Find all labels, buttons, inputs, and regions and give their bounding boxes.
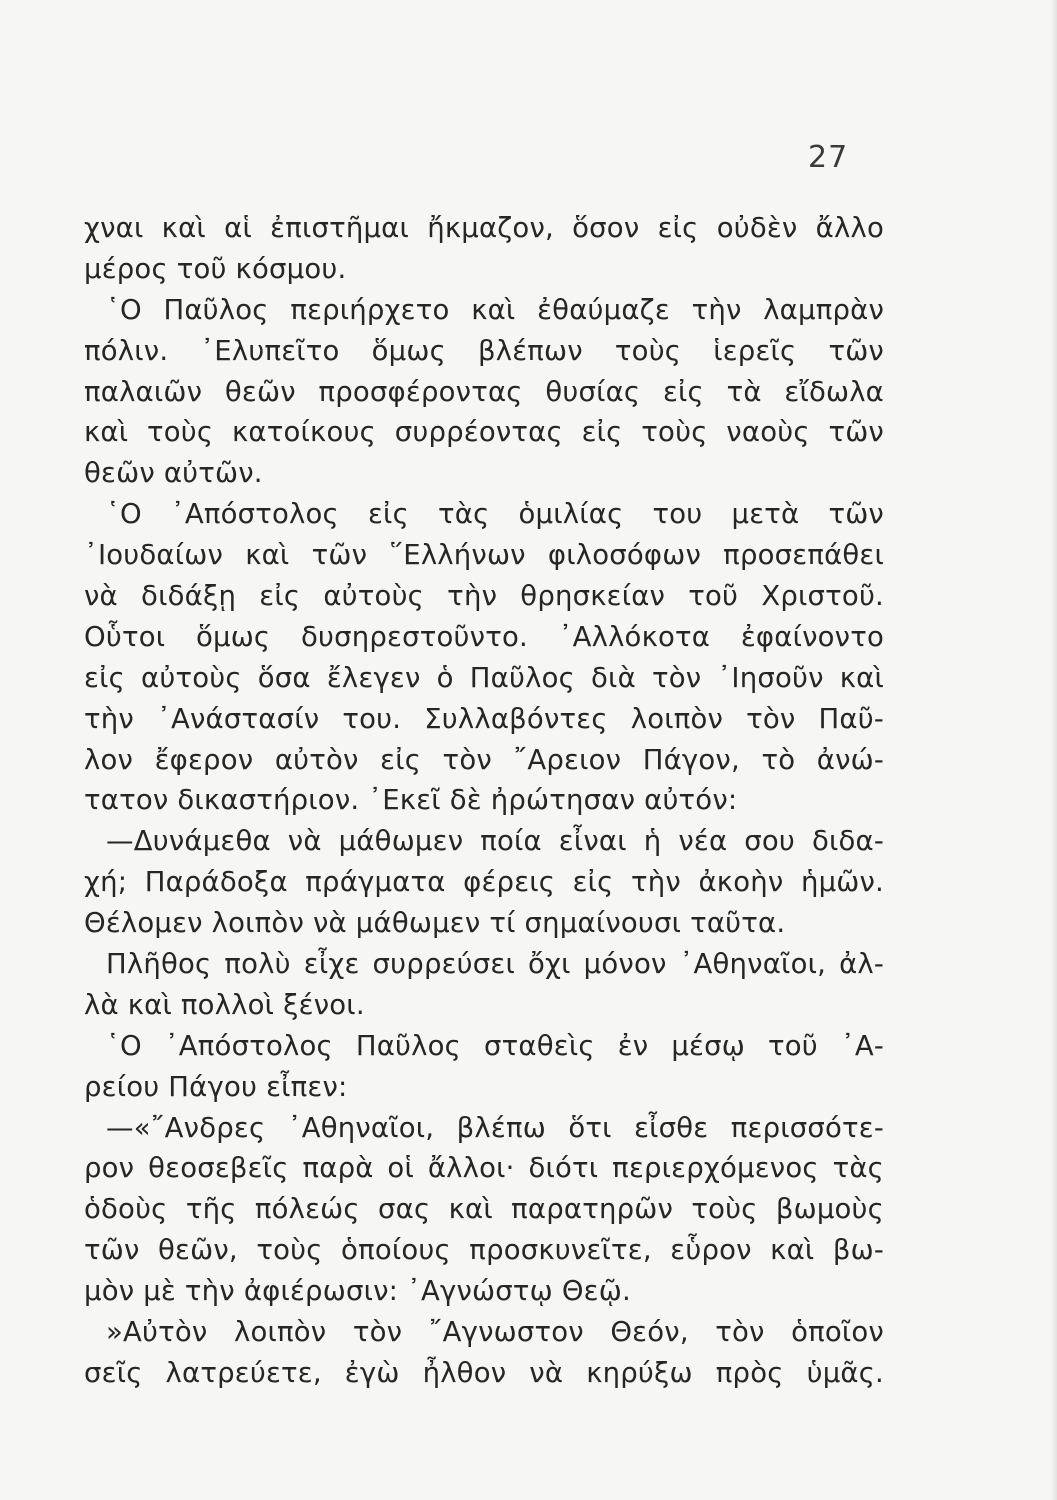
text-line: τατον δικαστήριον. ᾿Εκεῖ δὲ ἠρώτησαν αὐτόν: <box>84 784 738 817</box>
text-line: πόλιν. ᾿Ελυπεῖτο ὅμως βλέπων τοὺς ἱερεῖς τῶν <box>84 334 884 367</box>
text-line: ᾿Ιουδαίων καὶ τῶν ῞Ελλήνων φιλοσόφων προσεπάθει <box>84 539 884 572</box>
text-line: —Δυνάμεθα νὰ μάθωμεν ποία εἶναι ἡ νέα σου διδα- <box>106 825 884 858</box>
text-line: τὴν ᾿Ανάστασίν του. Συλλαβόντες λοιπὸν τὸν Παῦ- <box>84 702 884 735</box>
scan-edge-shadow <box>1051 0 1057 1500</box>
text-line: καὶ τοὺς κατοίκους συρρέοντας εἰς τοὺς ναοὺς τῶν <box>84 416 884 449</box>
text-line: »Αὐτὸν λοιπὸν τὸν ῎Αγνωστον Θεόν, τὸν ὁποῖον <box>106 1316 884 1349</box>
text-line: Πλῆθος πολὺ εἶχε συρρεύσει ὄχι μόνον ᾿Αθηναῖοι, ἀλ- <box>106 948 884 981</box>
text-line: ρον θεοσεβεῖς παρὰ οἱ ἄλλοι· διότι περιερχόμενος τὰς <box>84 1152 884 1185</box>
text-line: σεῖς λατρεύετε, ἐγὼ ἦλθον νὰ κηρύξω πρὸς ὑμᾶς. <box>84 1356 884 1389</box>
text-line: θεῶν αὐτῶν. <box>84 457 263 490</box>
text-line: Οὗτοι ὅμως δυσηρεστοῦντο. ᾿Αλλόκοτα ἐφαίνοντο <box>84 620 884 653</box>
page-text-body <box>84 208 884 1394</box>
text-line: χναι καὶ αἱ ἐπιστῆμαι ἤκμαζον, ὅσον εἰς οὐδὲν ἄλλο <box>84 212 884 244</box>
text-line: ὁδοὺς τῆς πόλεώς σας καὶ παρατηρῶν τοὺς βωμοὺς <box>84 1193 884 1226</box>
text-line: μέρος τοῦ κόσμου. <box>84 252 347 285</box>
page-number: 27 <box>808 140 849 175</box>
text-line: λον ἔφερον αὐτὸν εἰς τὸν ῎Αρειον Πάγον, τὸ ἀνώ- <box>84 743 884 776</box>
text-line: εἰς αὐτοὺς ὅσα ἔλεγεν ὁ Παῦλος διὰ τὸν ᾿Ιησοῦν καὶ <box>84 661 884 694</box>
text-line: ρείου Πάγου εἶπεν: <box>84 1070 348 1103</box>
text-line: —«῎Ανδρες ᾿Αθηναῖοι, βλέπω ὅτι εἶσθε περισσότε- <box>106 1111 884 1144</box>
text-line: νὰ διδάξῃ εἰς αὐτοὺς τὴν θρησκείαν τοῦ Χριστοῦ. <box>84 580 884 613</box>
text-line: Θέλομεν λοιπὸν νὰ μάθωμεν τί σημαίνουσι ταῦτα. <box>84 907 786 940</box>
text-line: λὰ καὶ πολλοὶ ξένοι. <box>84 988 365 1021</box>
text-line: ῾Ο Παῦλος περιήρχετο καὶ ἐθαύμαζε τὴν λαμπρὰν <box>106 293 884 326</box>
text-line: χή; Παράδοξα πράγματα φέρεις εἰς τὴν ἀκοὴν ἡμῶν. <box>84 866 884 899</box>
text-line: ῾Ο ᾿Απόστολος εἰς τὰς ὁμιλίας του μετὰ τῶν <box>106 498 884 531</box>
text-line: τῶν θεῶν, τοὺς ὁποίους προσκυνεῖτε, εὗρον καὶ βω- <box>84 1234 884 1267</box>
text-line: μὸν μὲ τὴν ἀφιέρωσιν: ᾿Αγνώστῳ Θεῷ. <box>84 1275 631 1308</box>
text-line: ῾Ο ᾿Απόστολος Παῦλος σταθεὶς ἐν μέσῳ τοῦ ᾿Α- <box>106 1029 884 1062</box>
text-line: παλαιῶν θεῶν προσφέροντας θυσίας εἰς τὰ εἴδωλα <box>84 375 884 408</box>
